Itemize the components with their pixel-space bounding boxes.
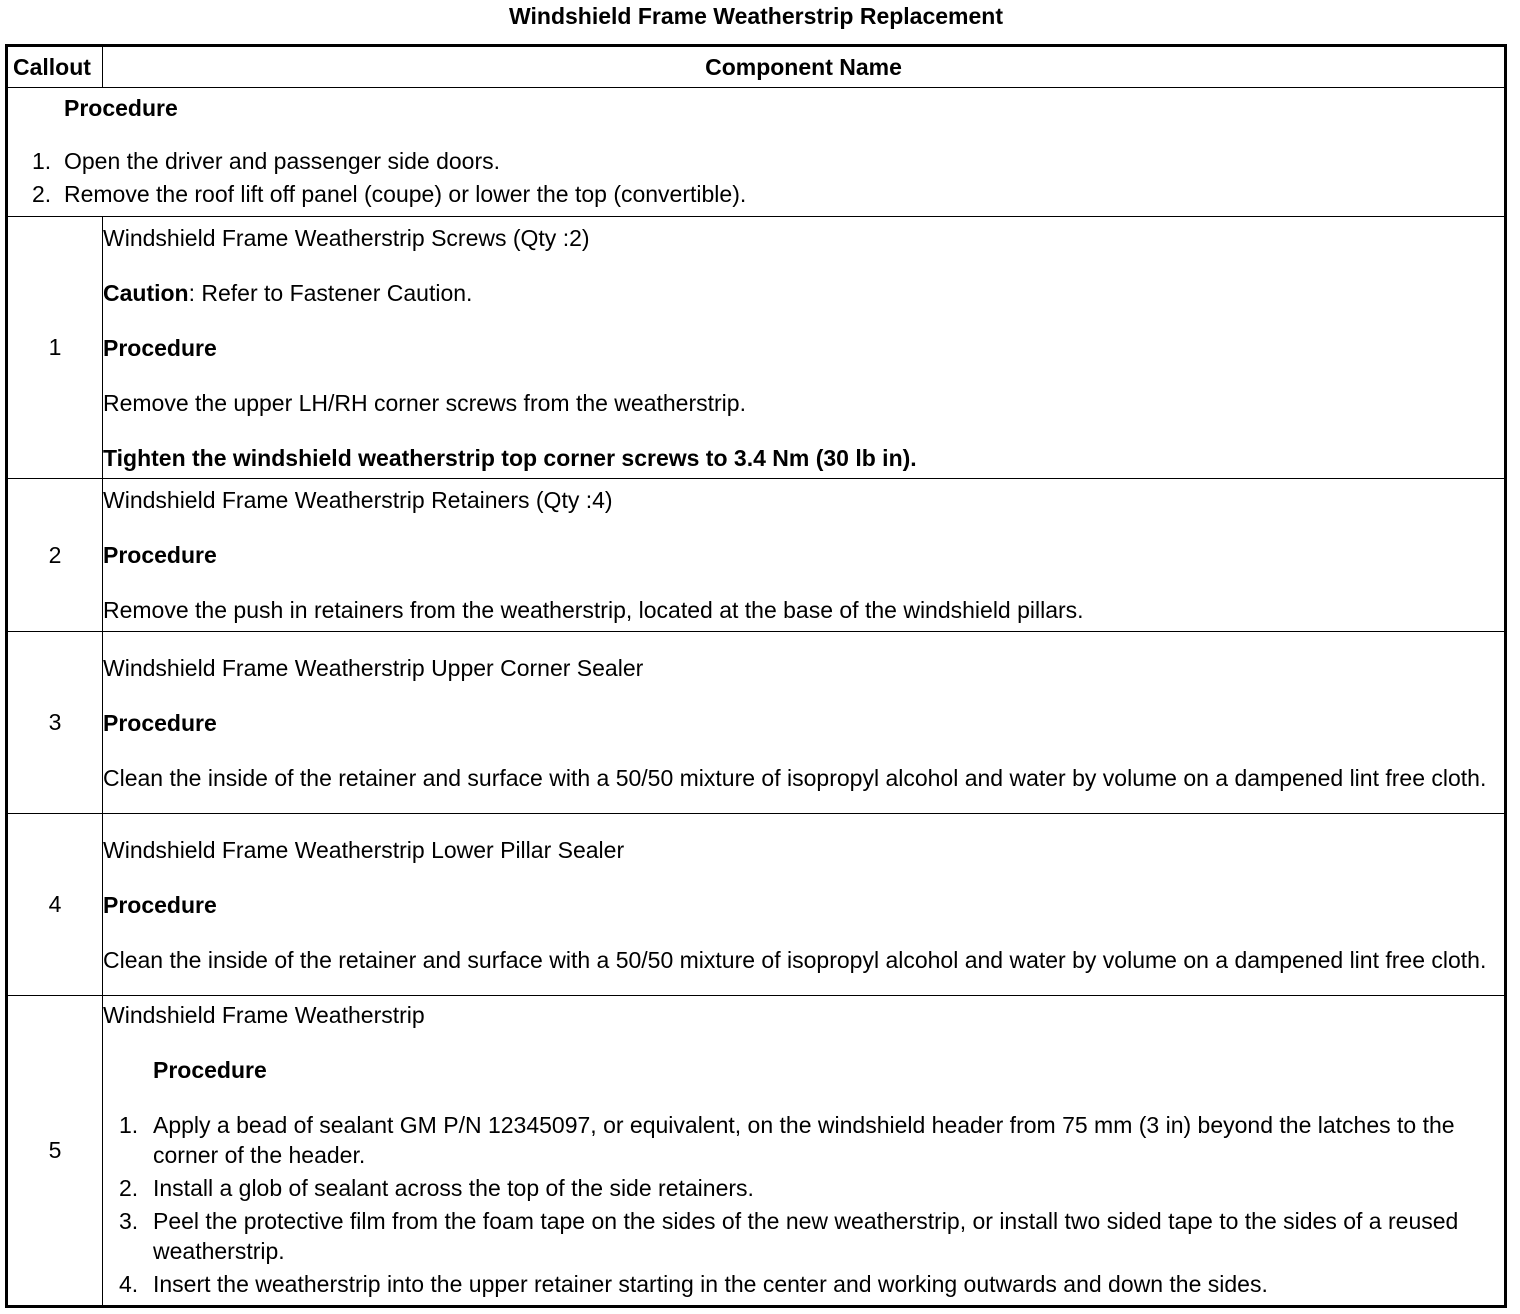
procedure-heading: Procedure	[103, 334, 217, 361]
intro-cell	[7, 88, 1506, 217]
table-row	[7, 996, 1506, 1307]
table-row	[7, 479, 1506, 632]
instruction-text: Remove the upper LH/RH corner screws from the weatherstrip.	[103, 389, 746, 416]
intro-steps	[32, 146, 1496, 209]
component-cell	[103, 814, 1506, 996]
component-name: Windshield Frame Weatherstrip Retainers (Qty :4)	[103, 487, 613, 513]
intro-procedure-heading: Procedure	[64, 95, 178, 121]
intro-row	[7, 88, 1506, 217]
header-component-name: Component Name	[103, 46, 1506, 88]
procedure-heading: Procedure	[103, 891, 217, 918]
table-row	[7, 814, 1506, 996]
component-name: Windshield Frame Weatherstrip Screws (Qty :2)	[103, 224, 590, 251]
torque-spec: Tighten the windshield weatherstrip top corner screws to 3.4 Nm (30 lb in).	[103, 444, 917, 471]
instruction-text: Clean the inside of the retainer and surface with a 50/50 mixture of isopropyl alcohol and water by volume on a dampened lint free cloth.	[103, 764, 1487, 791]
callout-number: 1	[7, 217, 103, 479]
procedure-heading: Procedure	[103, 542, 217, 568]
list-item: 4. Insert the weatherstrip into the upper retainer starting in the center and working outwards and down the sides.	[119, 1270, 1268, 1297]
list-item: 1. Apply a bead of sealant GM P/N 12345097, or equivalent, on the windshield header from 75 mm (3 in) beyond the latches to the corner of the header.	[119, 1111, 1455, 1168]
callout-number: 5	[7, 996, 103, 1307]
page-title: Windshield Frame Weatherstrip Replacement	[509, 3, 1003, 29]
procedure-heading: Procedure	[103, 709, 217, 736]
table-row	[7, 217, 1506, 479]
list-item: 1. Open the driver and passenger side doors.	[32, 148, 500, 174]
table-header-row	[7, 46, 1506, 88]
callout-number: 2	[7, 479, 103, 632]
instruction-text: Clean the inside of the retainer and surface with a 50/50 mixture of isopropyl alcohol and water by volume on a dampened lint free cloth.	[103, 946, 1487, 973]
callout-number: 4	[7, 814, 103, 996]
component-name: Windshield Frame Weatherstrip Lower Pillar Sealer	[103, 836, 625, 863]
component-cell	[103, 996, 1506, 1307]
header-callout: Callout	[7, 46, 103, 88]
list-item: 3. Peel the protective film from the foam tape on the sides of the new weatherstrip, or install two sided tape to the sides of a reused weatherstrip.	[119, 1207, 1459, 1264]
table-row	[7, 632, 1506, 814]
procedure-table	[5, 44, 1507, 1308]
list-item: 2. Install a glob of sealant across the top of the side retainers.	[119, 1174, 754, 1201]
list-item: 2. Remove the roof lift off panel (coupe) or lower the top (convertible).	[32, 181, 747, 207]
procedure-heading: Procedure	[153, 1056, 267, 1083]
component-name: Windshield Frame Weatherstrip Upper Corner Sealer	[103, 654, 644, 681]
instruction-text: Remove the push in retainers from the weatherstrip, located at the base of the windshield pillars.	[103, 597, 1084, 623]
procedure-steps	[103, 1110, 1504, 1299]
component-cell	[103, 479, 1506, 632]
caution-text: Caution: Refer to Fastener Caution.	[103, 279, 473, 306]
component-cell	[103, 632, 1506, 814]
callout-number: 3	[7, 632, 103, 814]
component-cell	[103, 217, 1506, 479]
component-name: Windshield Frame Weatherstrip	[103, 1001, 425, 1028]
